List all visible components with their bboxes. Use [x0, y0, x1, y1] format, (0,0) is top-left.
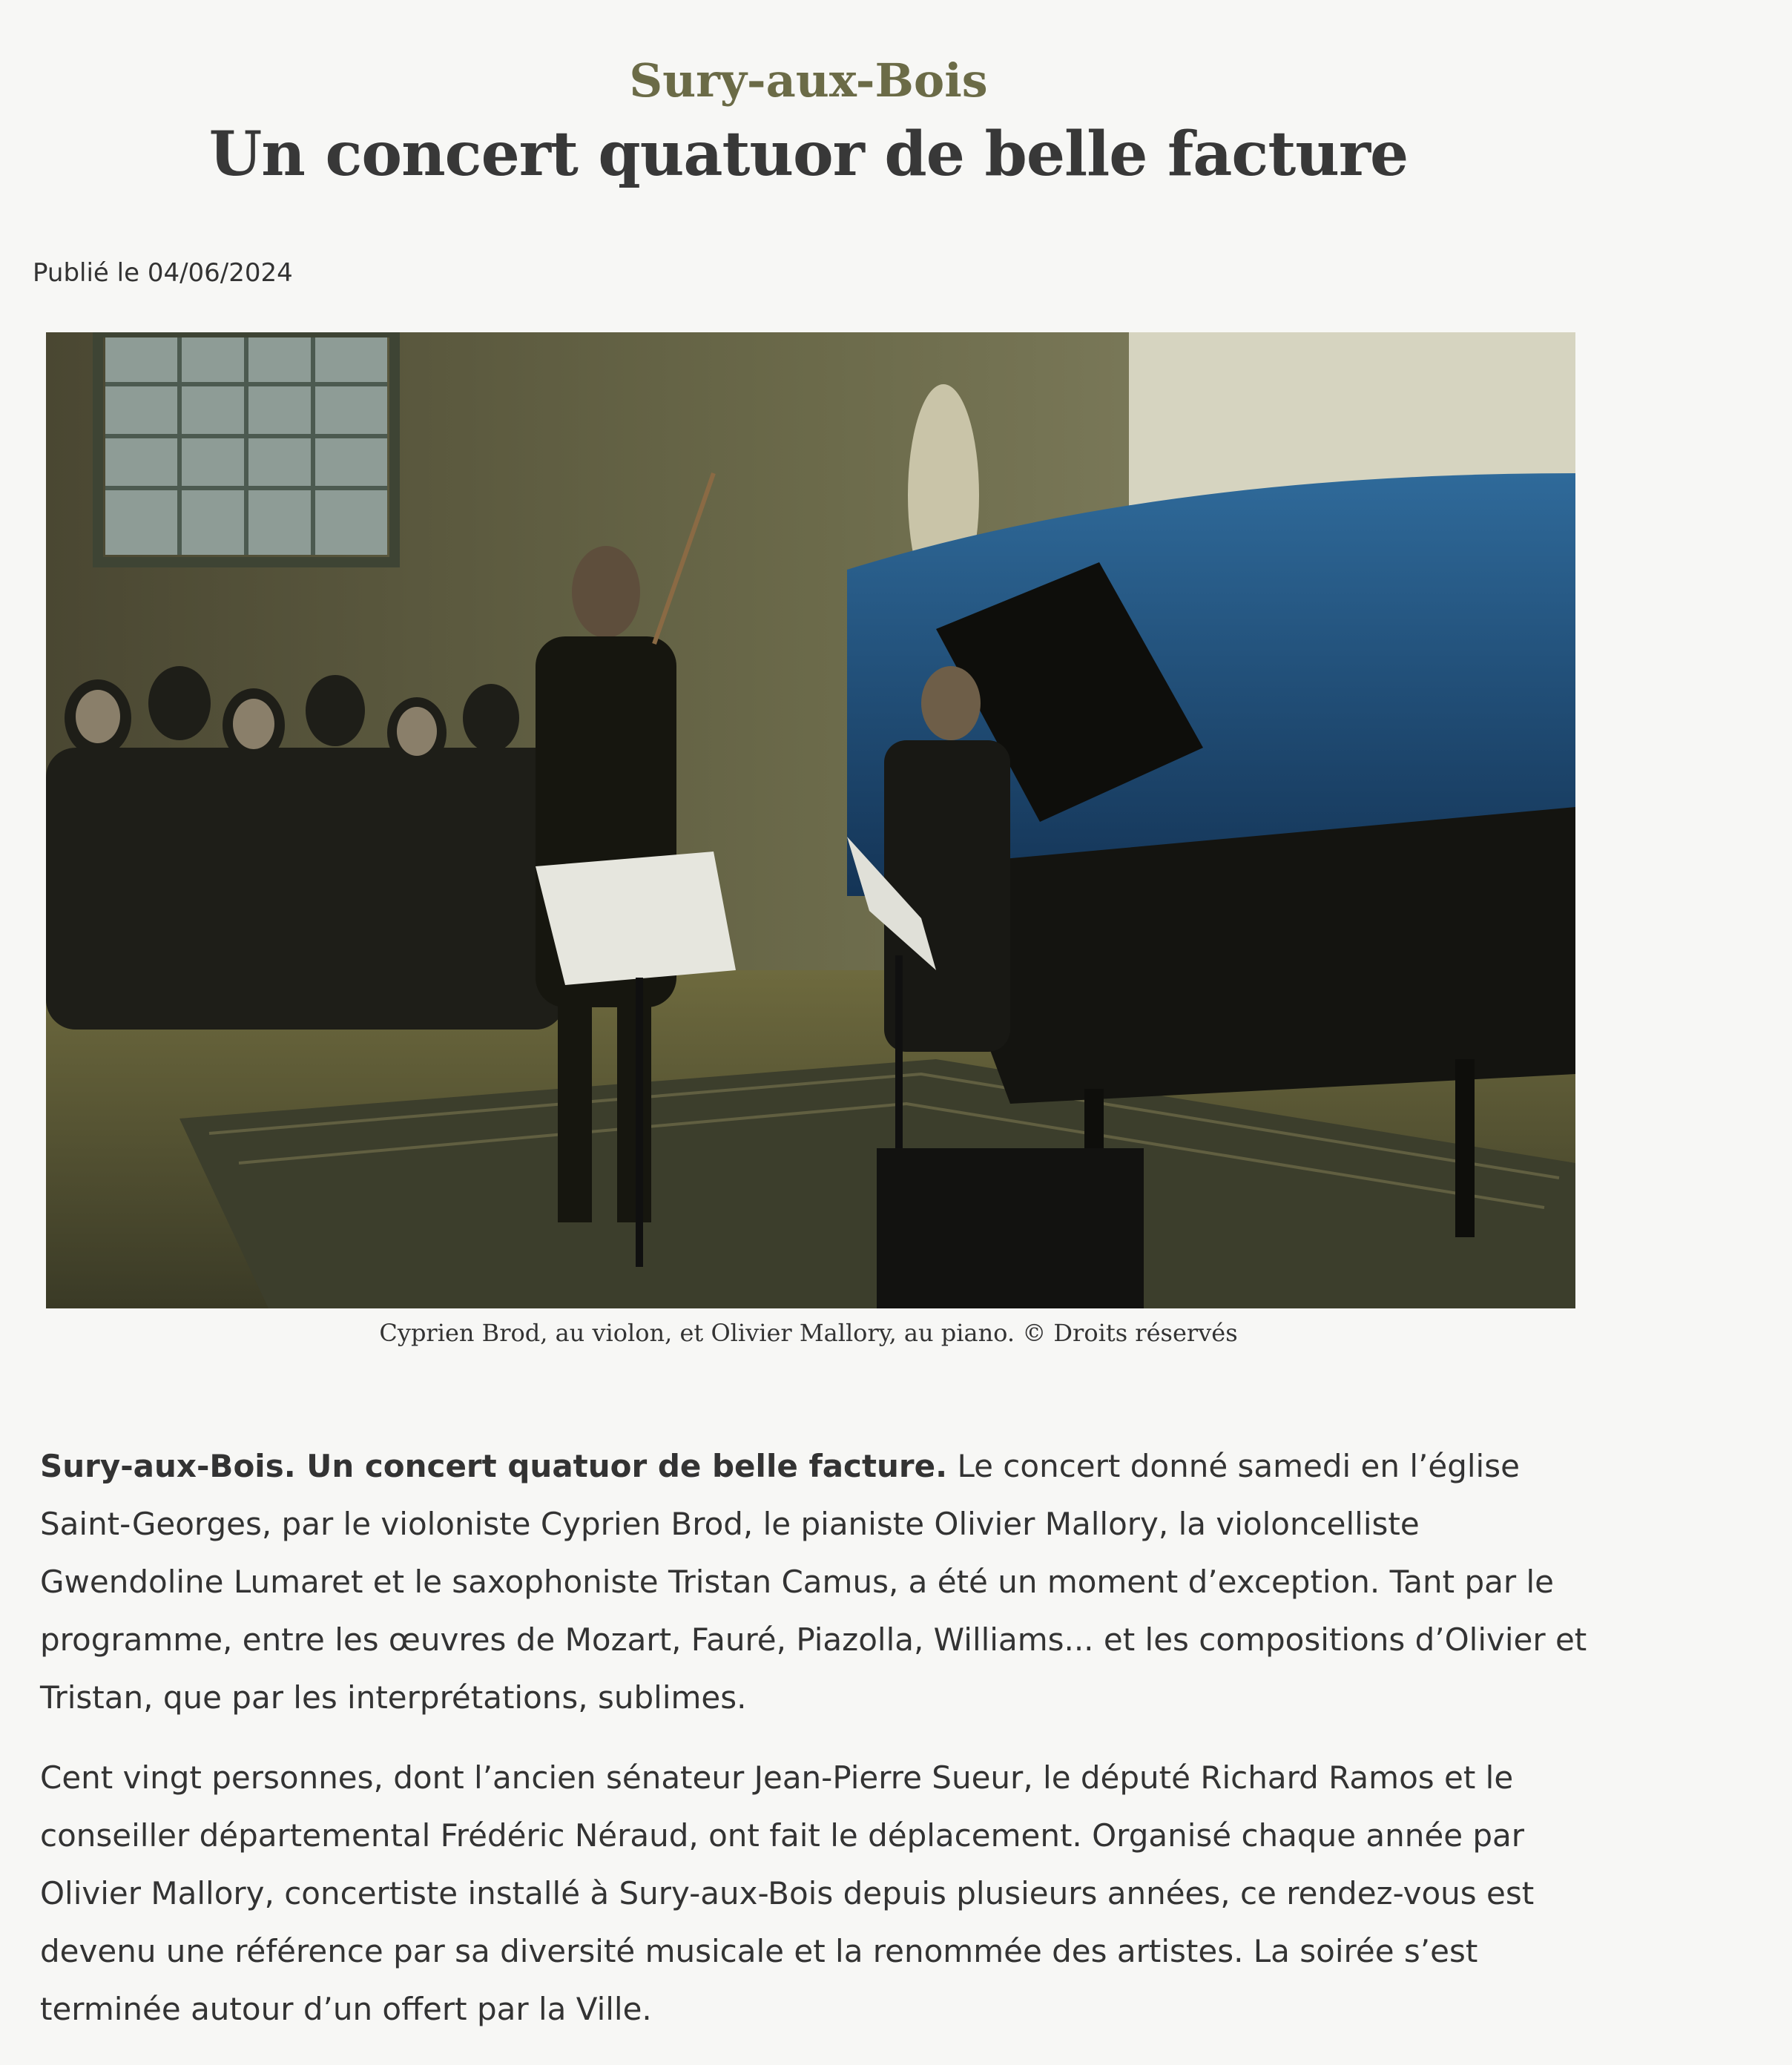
- article-body: [40, 1437, 1605, 2061]
- paragraph-text: Cent vingt personnes, dont l’ancien sénateur Jean-Pierre Sueur, le député Richard Ramos et le conseiller départemental Frédéric Néraud, ont fait le déplacement. Organisé chaque année par Olivier Mallory, concertiste installé à Sury-aux-Bois depuis plusieurs années, ce rendez-vous est devenu une référence par sa diversité musicale et la renommée des artistes. La soirée s’est terminée autour d’un offert par la Ville.: [40, 1759, 1535, 2027]
- concert-photo: [46, 332, 1575, 1308]
- concert-photo-illustration: [46, 332, 1575, 1308]
- article-kicker: Sury-aux-Bois: [629, 53, 988, 108]
- paragraph-text: Le concert donné samedi en l’église Saint-Georges, par le violoniste Cyprien Brod, le pianiste Olivier Mallory, la violoncelliste Gwendoline Lumaret et le saxophoniste Tristan Camus, a été un moment d’exception. Tant par le programme, entre les œuvres de Mozart, Fauré, Piazolla, Williams... et les compositions d’Olivier et Tristan, que par les interprétations, sublimes.: [40, 1448, 1587, 1716]
- publish-date: Publié le 04/06/2024: [33, 258, 293, 288]
- photo-caption: Cyprien Brod, au violon, et Olivier Mallory, au piano. © Droits réservés: [379, 1319, 1238, 1347]
- paragraph-lead: Sury-aux-Bois. Un concert quatuor de belle facture.: [40, 1448, 948, 1484]
- article-paragraph: [40, 1749, 1605, 2038]
- article-headline: Un concert quatuor de belle facture: [208, 119, 1409, 190]
- article-paragraph: [40, 1437, 1605, 1727]
